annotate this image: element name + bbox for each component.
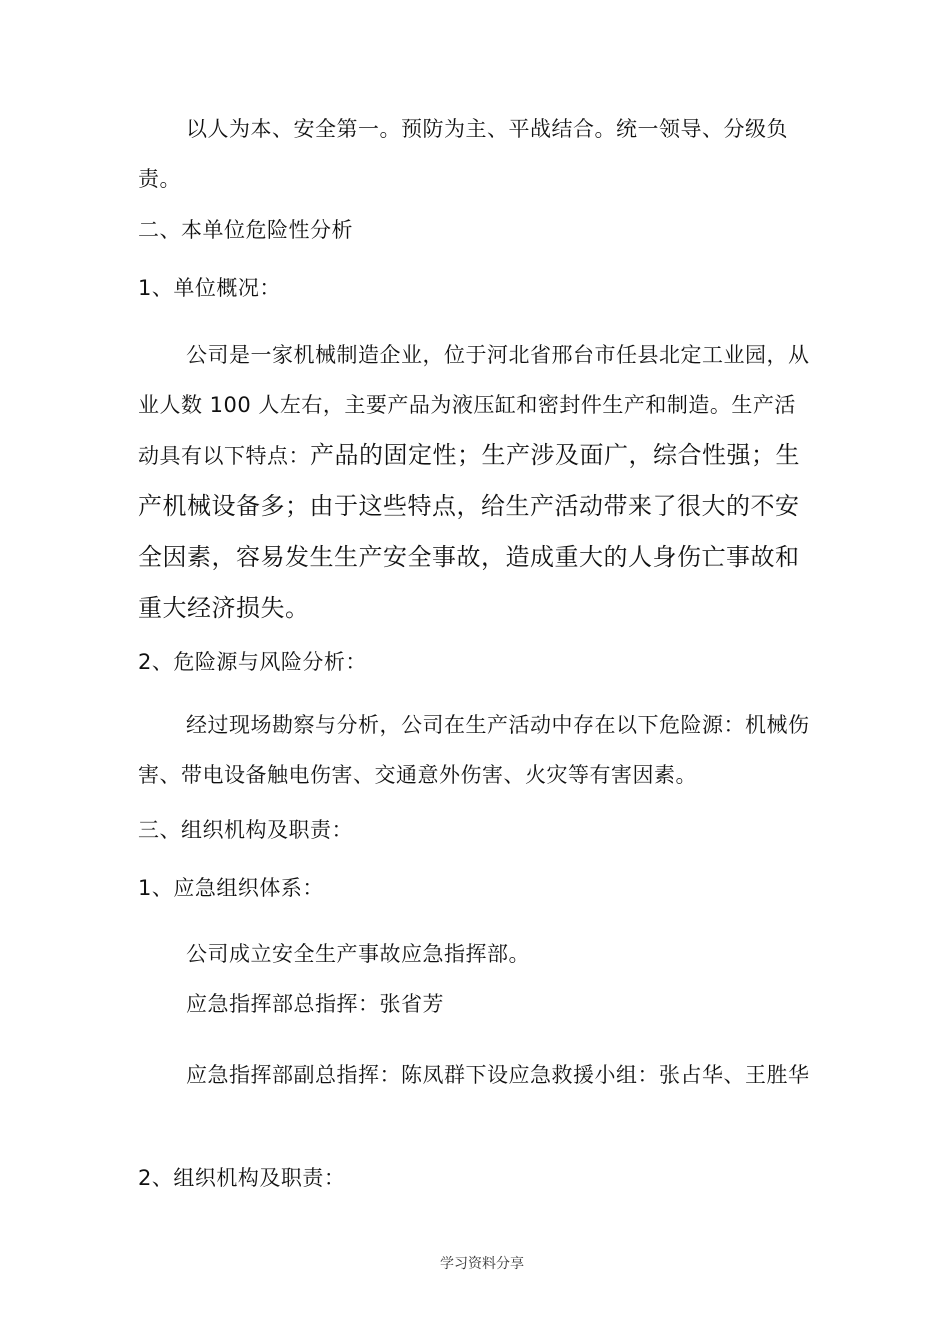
paragraph-unit-overview xyxy=(138,330,814,634)
paragraph-commander: 应急指挥部总指挥：张省芳 xyxy=(186,992,444,1016)
paragraph-deputy-commander: 应急指挥部副总指挥：陈凤群下设应急救援小组：张占华、王胜华 xyxy=(186,1063,810,1087)
heading-emergency-system: 1、应急组织体系： xyxy=(138,876,324,900)
overview-text-normal: 公司是一家机械制造企业，位于河北省邢台市任县北定工业园，从业人数 100 人左右，主要产品为液压缸和密封件生产和制造。生产活动具有以下特点： xyxy=(138,343,810,468)
heading-hazard-analysis: 2、危险源与风险分析： xyxy=(138,650,367,674)
paragraph-hazard-analysis: 经过现场勘察与分析，公司在生产活动中存在以下危险源：机械伤害、带电设备触电伤害、交通意外伤害、火灾等有害因素。 xyxy=(138,713,810,787)
heading-org-duties: 2、组织机构及职责： xyxy=(138,1166,346,1190)
page-footer: 学习资料分享 xyxy=(440,1256,524,1272)
heading-unit-overview: 1、单位概况： xyxy=(138,276,281,300)
paragraph-command-setup: 公司成立安全生产事故应急指挥部。 xyxy=(186,942,530,966)
overview-text-large: 产品的固定性；生产涉及面广，综合性强；生产机械设备多；由于这些特点，给生产活动带来了很大的不安全因素，容易发生生产安全事故，造成重大的人身伤亡事故和重大经济损失。 xyxy=(138,441,800,622)
heading-section-3: 三、组织机构及职责： xyxy=(138,818,353,842)
heading-section-2: 二、本单位危险性分析 xyxy=(138,218,353,242)
paragraph-principle: 以人为本、安全第一。预防为主、平战结合。统一领导、分级负责。 xyxy=(138,117,788,191)
